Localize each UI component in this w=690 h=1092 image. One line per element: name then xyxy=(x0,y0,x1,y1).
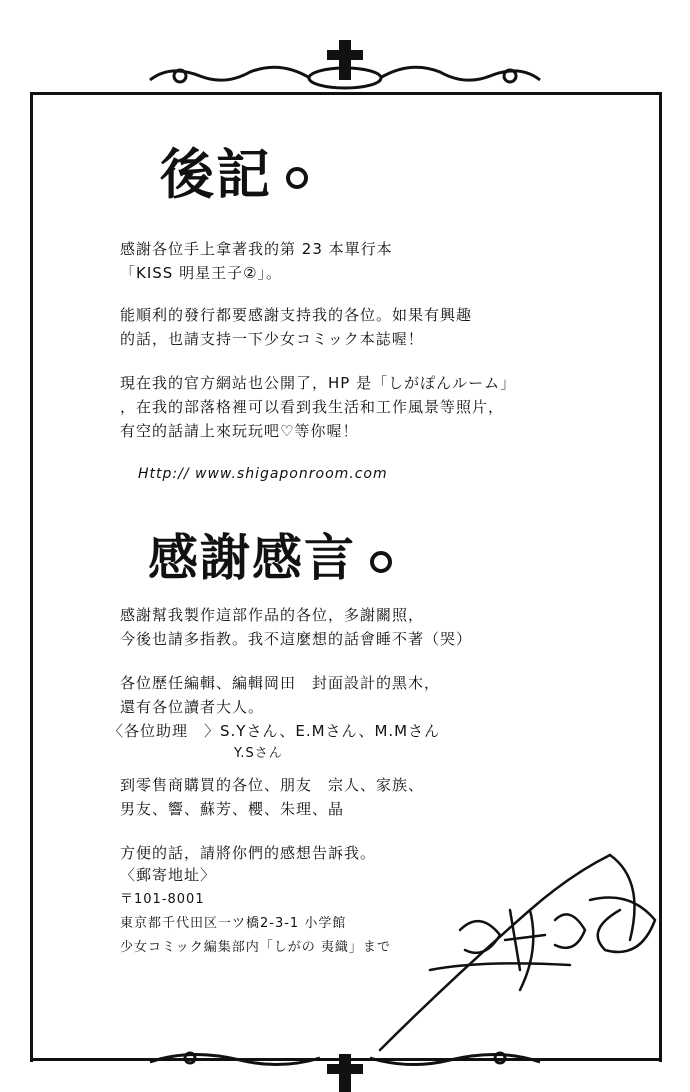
cross-icon xyxy=(327,1054,363,1092)
top-ornament-flourish xyxy=(130,38,560,98)
address-line-2: 少女コミック編集部内「しがの 夷織」まで xyxy=(120,940,391,955)
afterword-heading: 後記 xyxy=(160,132,308,209)
mail-address-label: 〈郵寄地址〉 xyxy=(120,866,217,884)
assistants-line-2: Y.Sさん xyxy=(234,746,283,761)
cross-icon xyxy=(327,40,363,80)
thanks-line-7: 方便的話，請將你們的感想告訴我。 xyxy=(120,844,377,862)
author-signature xyxy=(370,850,670,1060)
afterword-line-1: 感謝各位手上拿著我的第 23 本單行本 xyxy=(120,240,393,258)
afterword-line-4: 的話，也請支持一下少女コミック本誌喔！ xyxy=(120,330,424,348)
afterword-line-6: ，在我的部落格裡可以看到我生活和工作風景等照片， xyxy=(120,398,505,416)
assistants-line: 〈各位助理 〉S.Yさん、E.Mさん、M.Mさん xyxy=(108,722,441,740)
thanks-line-1: 感謝幫我製作這部作品的各位，多謝關照， xyxy=(120,606,425,624)
thanks-line-3: 各位歷任編輯、編輯岡田 封面設計的黑木， xyxy=(120,674,441,692)
afterword-line-2: 「KISS 明星王子②」。 xyxy=(120,264,283,282)
postal-code: 〒101-8001 xyxy=(120,892,205,907)
thanks-line-6: 男友、響、蘇芳、櫻、朱理、晶 xyxy=(120,800,345,818)
thanks-heading: 感謝感言 xyxy=(148,518,392,590)
afterword-line-5: 現在我的官方網站也公開了，HP 是「しがぽんルーム」 xyxy=(120,374,517,392)
circle-dot-icon xyxy=(286,167,308,189)
website-url: Http:// www.shigaponroom.com xyxy=(138,466,388,482)
circle-dot-icon xyxy=(370,551,392,573)
thanks-line-2: 今後也請多指教。我不這麼想的話會睡不著（哭） xyxy=(120,630,473,648)
address-line-1: 東京都千代田区一ツ橋2-3-1 小学館 xyxy=(120,916,347,931)
thanks-line-4: 還有各位讀者大人。 xyxy=(120,698,265,716)
thanks-line-5: 到零售商購買的各位、朋友 宗人、家族、 xyxy=(120,776,425,794)
afterword-line-7: 有空的話請上來玩玩吧♡等你喔！ xyxy=(120,422,359,440)
afterword-line-3: 能順利的發行都要感謝支持我的各位。如果有興趣 xyxy=(120,306,473,324)
